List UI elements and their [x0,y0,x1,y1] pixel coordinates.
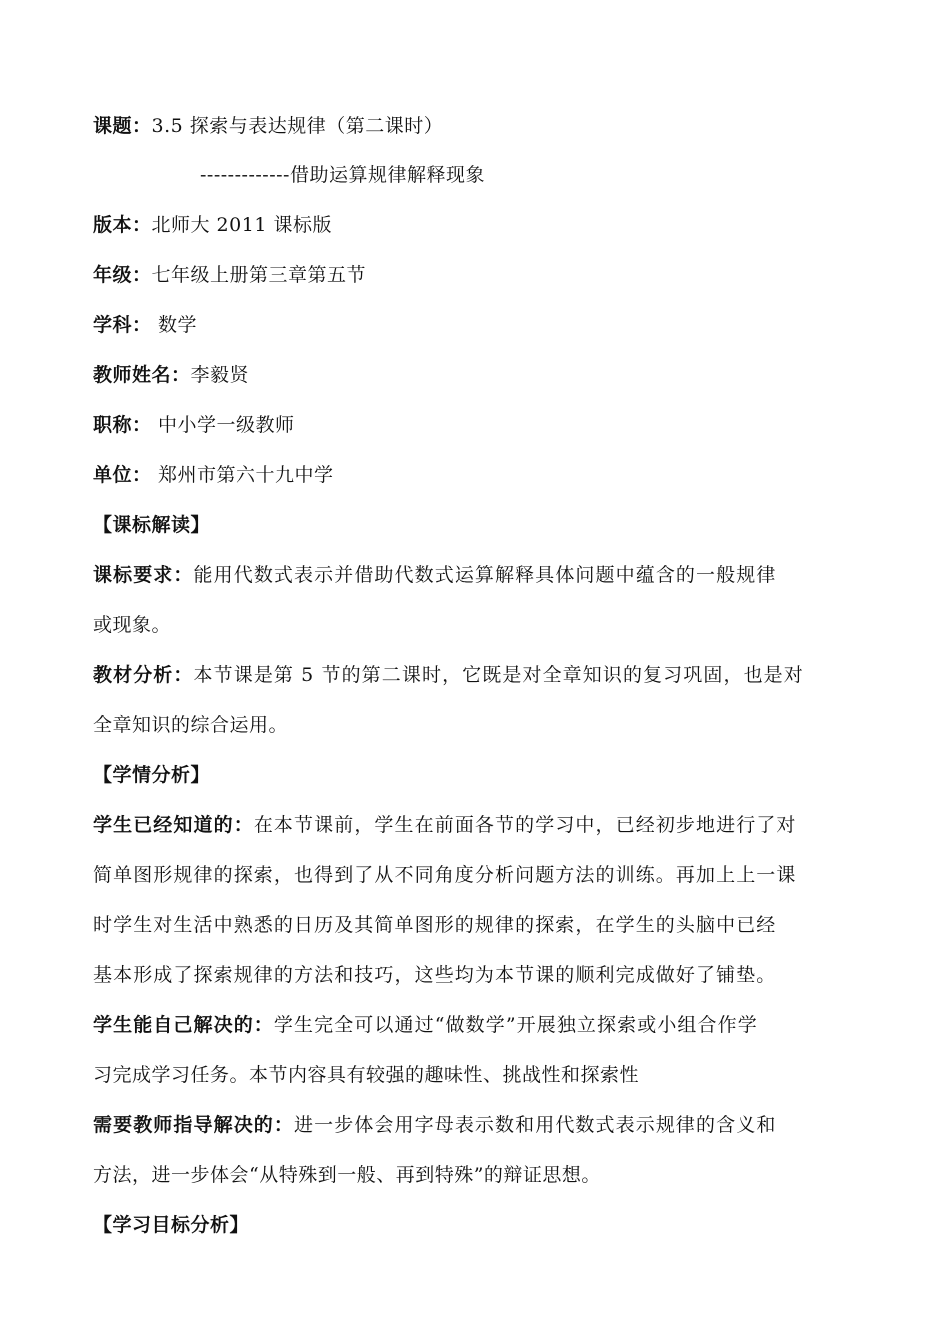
meta-label: 学科： [93,314,152,336]
section-heading-students: 【学情分析】 [93,764,211,786]
meta-value: 数学 [151,314,198,336]
meta-unit [93,462,863,488]
students-self-line2: 习完成学习任务。本节内容具有较强的趣味性、挑战性和探索性 [93,1064,640,1086]
curriculum-requirement-line2: 或现象。 [93,614,172,636]
known-label: 学生已经知道的： [93,814,254,836]
students-self-line1 [93,1012,863,1038]
section-heading-curriculum: 【课标解读】 [93,514,211,536]
students-guide-line2: 方法，进一步体会“从特殊到一般、再到特殊”的辩证思想。 [93,1164,601,1186]
students-guide-line1 [93,1112,863,1138]
curriculum-analysis-line1 [93,662,863,688]
meta-value: 中小学一级教师 [151,414,295,436]
meta-grade [93,262,863,288]
requirement-text: 能用代数式表示并借助代数式运算解释具体问题中蕴含的一般规律 [193,564,777,586]
meta-value: 郑州市第六十九中学 [151,464,334,486]
meta-label: 单位： [93,464,152,486]
students-known-line1 [93,812,863,838]
meta-label: 教师姓名： [93,364,191,386]
guide-label: 需要教师指导解决的： [93,1114,295,1136]
requirement-label: 课标要求： [93,564,194,586]
topic-subtitle [200,162,950,188]
curriculum-analysis-line2: 全章知识的综合运用。 [93,714,289,736]
self-label: 学生能自己解决的： [93,1014,274,1036]
meta-value: 李毅贤 [190,364,250,386]
meta-value: 七年级上册第三章第五节 [151,264,367,286]
meta-label: 版本： [93,214,152,236]
topic-label: 课题： [93,115,152,137]
known-text: 在本节课前，学生在前面各节的学习中，已经初步地进行了对 [253,814,797,836]
subtitle-text: -------------借助运算规律解释现象 [200,164,485,186]
meta-edition [93,212,863,238]
topic-line [93,113,863,139]
topic-value: 3.5 探索与表达规律（第二课时） [151,115,444,137]
guide-text: 进一步体会用字母表示数和用代数式表示规律的含义和 [294,1114,777,1136]
analysis-text: 本节课是第 5 节的第二课时，它既是对全章知识的复习巩固，也是对 [193,664,804,686]
meta-subject [93,312,863,338]
section-heading-goals: 【学习目标分析】 [93,1214,250,1236]
analysis-label: 教材分析： [93,664,194,686]
meta-teacher-name [93,362,863,388]
self-text: 学生完全可以通过“做数学”开展独立探索或小组合作学 [273,1014,758,1036]
curriculum-requirement-line1 [93,562,863,588]
meta-label: 职称： [93,414,152,436]
meta-value: 北师大 2011 课标版 [151,214,332,236]
students-known-line2: 简单图形规律的探索，也得到了从不同角度分析问题方法的训练。再加上上一课 [93,864,797,886]
meta-title [93,412,863,438]
students-known-line4: 基本形成了探索规律的方法和技巧，这些均为本节课的顺利完成做好了铺垫。 [93,964,777,986]
meta-label: 年级： [93,264,152,286]
students-known-line3: 时学生对生活中熟悉的日历及其简单图形的规律的探索，在学生的头脑中已经 [93,914,777,936]
